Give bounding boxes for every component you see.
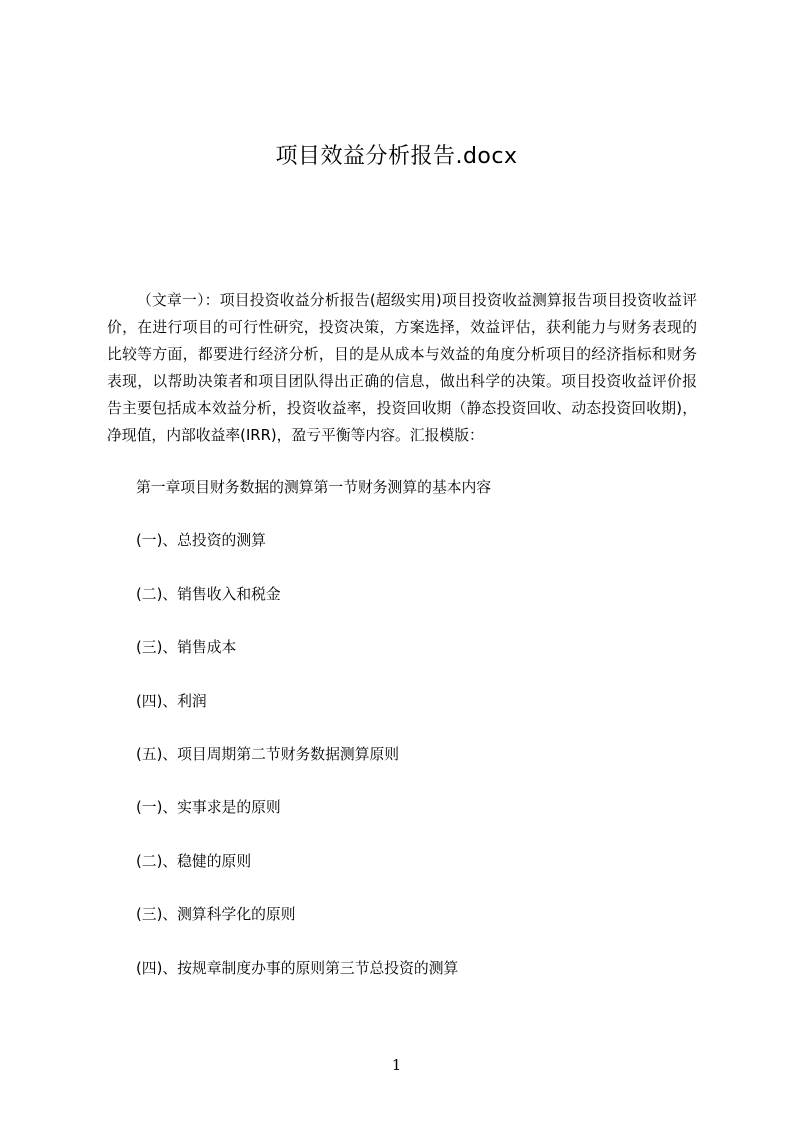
outline-item: (三)、测算科学化的原则 (136, 906, 296, 924)
intro-paragraph: （文章一）：项目投资收益分析报告(超级实用)项目投资收益测算报告项目投资收益评价，在进行项目的可行性研究，投资决策，方案选择，效益评估，获利能力与财务表现的比较等方面，都要进行经济分析，目的是从成本与效益的角度分析项目的经济指标和财务表现，以帮助决策者和项目团队得出正确的信息，做出科学的决策。项目投资收益评价报告主要包括成本效益分析，投资收益率，投资回收期（静态投资回收、动态投资回收期)，净现值，内部收益率(IRR)，盈亏平衡等内容。汇报模版： (107, 292, 697, 444)
outline-item: (一)、实事求是的原则 (136, 799, 281, 817)
outline-item: (三)、销售成本 (136, 639, 237, 657)
outline-list (136, 475, 716, 1009)
outline-item: (二)、稳健的原则 (136, 852, 252, 870)
outline-item: (四)、利润 (136, 692, 207, 710)
outline-item: (五)、项目周期第二节财务数据测算原则 (136, 745, 400, 763)
outline-item: (二)、销售收入和税金 (136, 585, 281, 603)
page-number: 1 (391, 1056, 402, 1074)
document-title: 项目效益分析报告.docx (275, 144, 518, 169)
outline-item: (四)、按规章制度办事的原则第三节总投资的测算 (136, 959, 459, 977)
outline-item: (一)、总投资的测算 (136, 532, 266, 550)
outline-item-chapter-1: 第一章项目财务数据的测算第一节财务测算的基本内容 (136, 479, 492, 496)
